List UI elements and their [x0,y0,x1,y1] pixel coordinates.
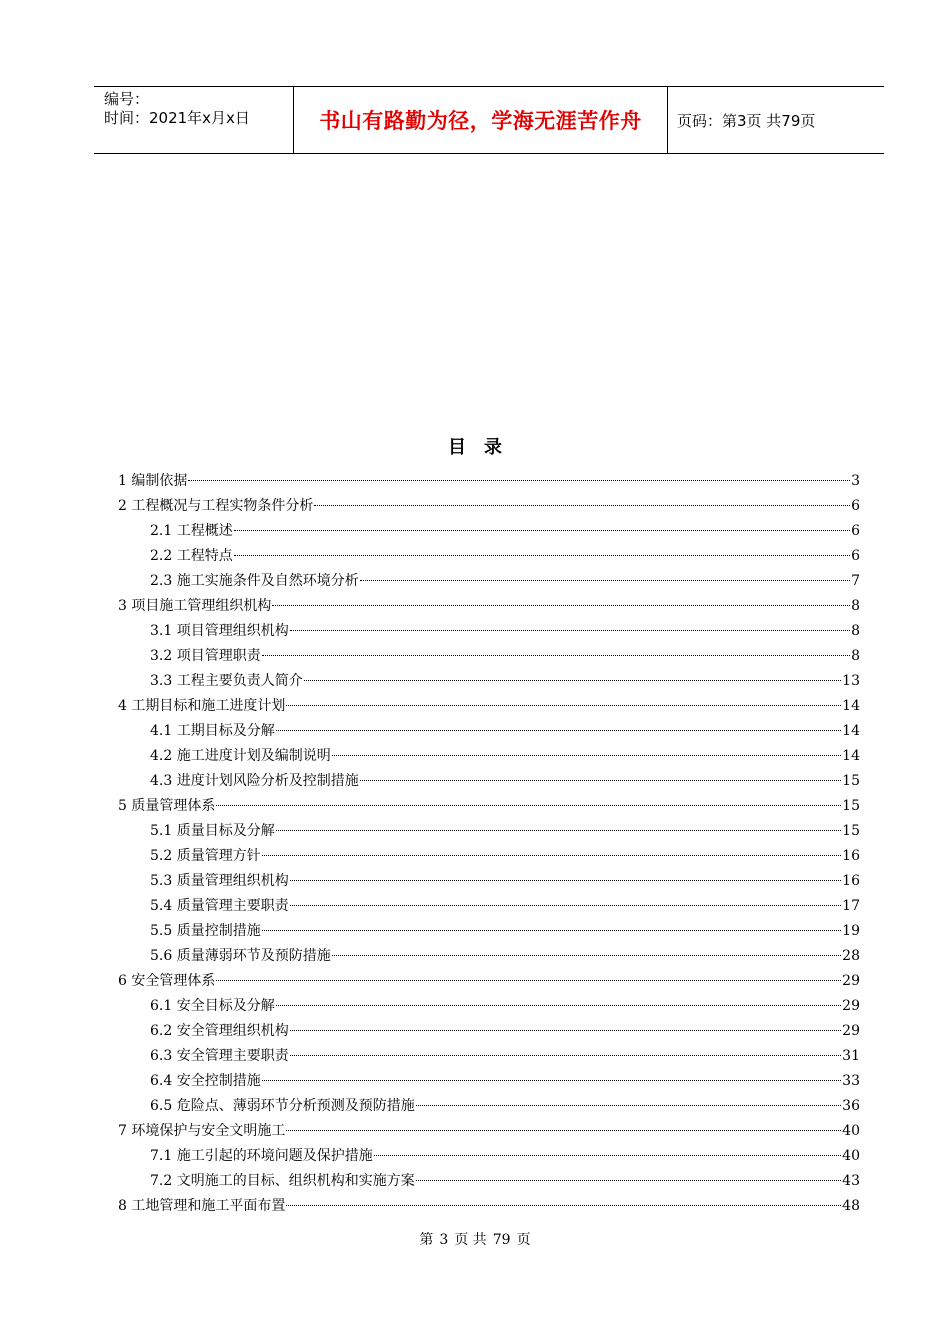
toc-dot-leader [416,1105,841,1106]
toc-entry-label: 2.3 施工实施条件及自然环境分析 [150,573,359,589]
toc-entry-page: 28 [842,948,860,964]
toc-entry[interactable] [118,469,860,494]
footer-page-prefix: 第 [419,1232,434,1248]
toc-entry-label: 5 质量管理体系 [118,798,216,814]
toc-dot-leader [332,955,841,956]
toc-entry[interactable] [118,744,860,769]
toc-dot-leader [276,830,841,831]
toc-entry-page: 40 [842,1123,860,1139]
toc-dot-leader [262,655,850,656]
toc-entry-label: 3.3 工程主要负责人简介 [150,673,303,689]
toc-entry[interactable] [118,569,860,594]
toc-entry-label: 5.2 质量管理方针 [150,848,261,864]
toc-entry[interactable] [118,494,860,519]
toc-entry-page: 13 [842,673,860,689]
toc-entry-page: 40 [842,1148,860,1164]
toc-dot-leader [216,805,841,806]
toc-entry-page: 31 [842,1048,860,1064]
toc-entry-page: 16 [842,848,860,864]
toc-dot-leader [234,530,850,531]
toc-title: 目录 [448,437,520,458]
toc-entry[interactable] [118,544,860,569]
document-time-label: 时间：2021年x月x日 [104,109,250,127]
toc-dot-leader [290,880,841,881]
toc-entry-page: 14 [842,748,860,764]
toc-entry[interactable] [118,519,860,544]
toc-entry-page: 15 [842,773,860,789]
toc-entry[interactable] [118,869,860,894]
toc-entry-label: 7.1 施工引起的环境问题及保护措施 [150,1148,373,1164]
toc-entry-label: 6.1 安全目标及分解 [150,998,275,1014]
toc-entry-page: 33 [842,1073,860,1089]
toc-entry[interactable] [118,1044,860,1069]
toc-dot-leader [272,605,850,606]
header-info-cell [94,87,294,153]
toc-entry-label: 4.3 进度计划风险分析及控制措施 [150,773,359,789]
toc-entry-label: 3 项目施工管理组织机构 [118,598,272,614]
header-page-label: 页码：第3页 共79页 [677,111,816,130]
toc-entry-label: 8 工地管理和施工平面布置 [118,1198,286,1214]
toc-entry[interactable] [118,594,860,619]
toc-dot-leader [416,1180,841,1181]
toc-dot-leader [290,630,850,631]
toc-dot-leader [332,755,841,756]
toc-entry-label: 3.2 项目管理职责 [150,648,261,664]
toc-entry[interactable] [118,894,860,919]
toc-entry-label: 5.3 质量管理组织机构 [150,873,289,889]
toc-entry-page: 8 [851,648,860,664]
toc-entry-page: 29 [842,973,860,989]
toc-dot-leader [290,1030,841,1031]
toc-entry-page: 14 [842,698,860,714]
toc-entry-label: 2.1 工程概述 [150,523,233,539]
toc-entry-label: 5.6 质量薄弱环节及预防措施 [150,948,331,964]
header-motto: 书山有路勤为径，学海无涯苦作舟 [294,87,668,153]
toc-entry[interactable] [118,844,860,869]
toc-dot-leader [216,980,841,981]
toc-entry-label: 5.4 质量管理主要职责 [150,898,289,914]
toc-entry-label: 7.2 文明施工的目标、组织机构和实施方案 [150,1173,415,1189]
toc-entry-page: 17 [842,898,860,914]
toc-entry[interactable] [118,994,860,1019]
toc-dot-leader [262,930,841,931]
toc-entry-label: 6.2 安全管理组织机构 [150,1023,289,1039]
toc-dot-leader [290,1055,841,1056]
table-of-contents [118,469,860,1219]
toc-entry-label: 5.5 质量控制措施 [150,923,261,939]
page-footer [0,1229,950,1249]
toc-entry[interactable] [118,769,860,794]
toc-entry[interactable] [118,1069,860,1094]
toc-entry-label: 6 安全管理体系 [118,973,216,989]
toc-entry-label: 2.2 工程特点 [150,548,233,564]
toc-dot-leader [188,480,850,481]
toc-dot-leader [374,1155,841,1156]
toc-entry-label: 2 工程概况与工程实物条件分析 [118,498,314,514]
toc-dot-leader [234,555,850,556]
toc-entry[interactable] [118,1194,860,1219]
toc-entry-label: 3.1 项目管理组织机构 [150,623,289,639]
toc-dot-leader [290,905,841,906]
toc-entry-page: 48 [842,1198,860,1214]
toc-entry[interactable] [118,919,860,944]
toc-entry[interactable] [118,1094,860,1119]
toc-entry-page: 15 [842,798,860,814]
toc-entry-page: 19 [842,923,860,939]
toc-entry-page: 6 [851,498,860,514]
toc-entry-label: 4.1 工期目标及分解 [150,723,275,739]
toc-dot-leader [286,1205,841,1206]
toc-entry[interactable] [118,819,860,844]
toc-entry-page: 7 [851,573,860,589]
toc-entry[interactable] [118,969,860,994]
toc-entry-label: 5.1 质量目标及分解 [150,823,275,839]
toc-entry[interactable] [118,944,860,969]
footer-page-total: 79 [492,1232,511,1248]
toc-entry[interactable] [118,644,860,669]
toc-entry-label: 6.5 危险点、薄弱环节分析预测及预防措施 [150,1098,415,1114]
toc-entry-page: 6 [851,523,860,539]
toc-entry[interactable] [118,1169,860,1194]
toc-entry-label: 6.4 安全控制措施 [150,1073,261,1089]
toc-entry-label: 6.3 安全管理主要职责 [150,1048,289,1064]
toc-entry-page: 14 [842,723,860,739]
toc-entry-page: 36 [842,1098,860,1114]
toc-dot-leader [304,680,841,681]
toc-entry-page: 43 [842,1173,860,1189]
toc-entry-page: 3 [851,473,860,489]
toc-dot-leader [262,1080,841,1081]
toc-entry[interactable] [118,694,860,719]
footer-page-suffix: 页 [516,1232,531,1248]
toc-entry-page: 8 [851,623,860,639]
toc-entry-label: 1 编制依据 [118,473,188,489]
toc-dot-leader [262,855,841,856]
toc-entry[interactable] [118,1119,860,1144]
toc-dot-leader [314,505,850,506]
toc-entry[interactable] [118,1144,860,1169]
toc-entry[interactable] [118,619,860,644]
toc-entry-page: 8 [851,598,860,614]
toc-entry-page: 15 [842,823,860,839]
toc-entry[interactable] [118,794,860,819]
toc-entry-page: 29 [842,998,860,1014]
footer-page-current: 3 [439,1232,449,1248]
toc-entry-label: 4 工期目标和施工进度计划 [118,698,286,714]
toc-entry[interactable] [118,719,860,744]
toc-entry-label: 7 环境保护与安全文明施工 [118,1123,286,1139]
toc-entry[interactable] [118,1019,860,1044]
document-number-label: 编号： [104,90,150,108]
toc-entry-page: 29 [842,1023,860,1039]
toc-dot-leader [360,580,850,581]
toc-dot-leader [276,730,841,731]
toc-entry-page: 6 [851,548,860,564]
toc-entry-page: 16 [842,873,860,889]
footer-page-middle: 页 共 [454,1232,487,1248]
toc-dot-leader [286,705,841,706]
toc-entry[interactable] [118,669,860,694]
toc-dot-leader [276,1005,841,1006]
toc-entry-label: 4.2 施工进度计划及编制说明 [150,748,331,764]
page-header [94,86,884,154]
toc-dot-leader [360,780,841,781]
toc-dot-leader [286,1130,841,1131]
